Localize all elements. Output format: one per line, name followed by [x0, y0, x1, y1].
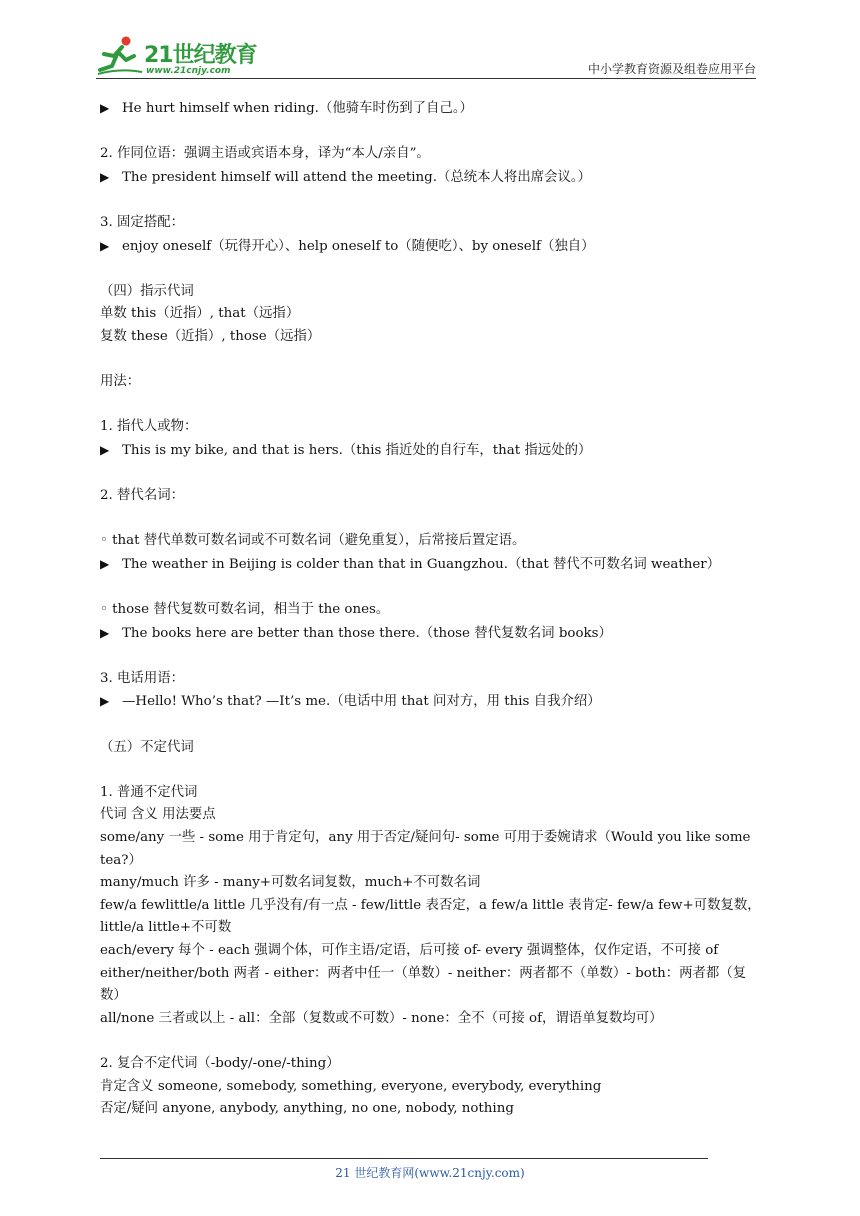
example-line: ▶ enjoy oneself（玩得开心）、help oneself to（随便吃）、by oneself（独自）	[100, 235, 766, 259]
point-heading: 2. 替代名词：	[100, 488, 184, 504]
text-line: ◦ that 替代单数可数名词或不可数名词（避免重复），后常接后置定语。	[100, 533, 526, 549]
text-line: 复数 these（近指）, those（远指）	[100, 328, 321, 344]
text-line: few/a fewlittle/a little 几乎没有/有一点 - few/little 表否定，a few/a little 表肯定- few/a few+可数复数，little/a little+不可数	[100, 897, 761, 936]
footer-divider	[100, 1158, 708, 1159]
point-heading: 3. 固定搭配：	[100, 214, 184, 230]
text-line: 代词 含义 用法要点	[100, 807, 216, 823]
text-line: either/neither/both 两者 - either：两者中任一（单数）- neither：两者都不（单数）- both：两者都（复数）	[100, 965, 747, 1004]
section-heading: （五）不定代词	[100, 739, 194, 755]
header-divider	[96, 78, 756, 79]
text-line: each/every 每个 - each 强调个体，可作主语/定语，后可接 of- every 强调整体，仅作定语，不可接 of	[100, 942, 719, 958]
text-line: 用法：	[100, 374, 141, 390]
example-line: ▶ The books here are better than those there.（those 替代复数名词 books）	[100, 622, 766, 646]
text-line: all/none 三者或以上 - all：全部（复数或不可数）- none：全不（可接 of，谓语单复数均可）	[100, 1010, 663, 1026]
example-line: ▶ The weather in Beijing is colder than that in Guangzhou.（that 替代不可数名词 weather）	[100, 553, 766, 577]
logo-url: www.21cnjy.com	[146, 66, 231, 76]
page-footer[interactable]: 21 世纪教育网(www.21cnjy.com)	[335, 1166, 525, 1180]
point-heading: 2. 作同位语：强调主语或宾语本身，译为“本人/亲自”。	[100, 146, 430, 162]
logo-text: 21世纪教育	[144, 43, 257, 68]
text-line: ◦ those 替代复数可数名词，相当于 the ones。	[100, 602, 390, 618]
point-heading: 3. 电话用语：	[100, 670, 184, 686]
document-body	[100, 97, 766, 1121]
section-heading: （四）指示代词	[100, 283, 194, 299]
site-logo[interactable]	[96, 34, 266, 78]
example-line: ▶ He hurt himself when riding.（他骑车时伤到了自己。）	[100, 97, 766, 121]
text-line: 肯定含义 someone, somebody, something, everyone, everybody, everything	[100, 1078, 602, 1094]
point-heading: 1. 指代人或物：	[100, 419, 198, 435]
page-header	[96, 30, 756, 80]
text-line: some/any 一些 - some 用于肯定句，any 用于否定/疑问句- some 可用于委婉请求（Would you like some tea?）	[100, 830, 751, 868]
example-line: ▶ The president himself will attend the meeting.（总统本人将出席会议。）	[100, 166, 766, 190]
text-line: 否定/疑问 anyone, anybody, anything, no one, nobody, nothing	[100, 1101, 514, 1117]
point-heading: 1. 普通不定代词	[100, 784, 198, 800]
example-line: ▶ —Hello! Who’s that? —It’s me.（电话中用 that 问对方，用 this 自我介绍）	[100, 690, 766, 714]
header-tagline: 中小学教育资源及组卷应用平台	[587, 62, 756, 76]
text-line: many/much 许多 - many+可数名词复数，much+不可数名词	[100, 875, 481, 891]
text-line: 单数 this（近指）, that（远指）	[100, 306, 300, 322]
runner-logo-icon	[96, 34, 144, 78]
example-line: ▶ This is my bike, and that is hers.（this 指近处的自行车，that 指远处的）	[100, 439, 766, 463]
point-heading: 2. 复合不定代词（-body/-one/-thing）	[100, 1055, 340, 1071]
